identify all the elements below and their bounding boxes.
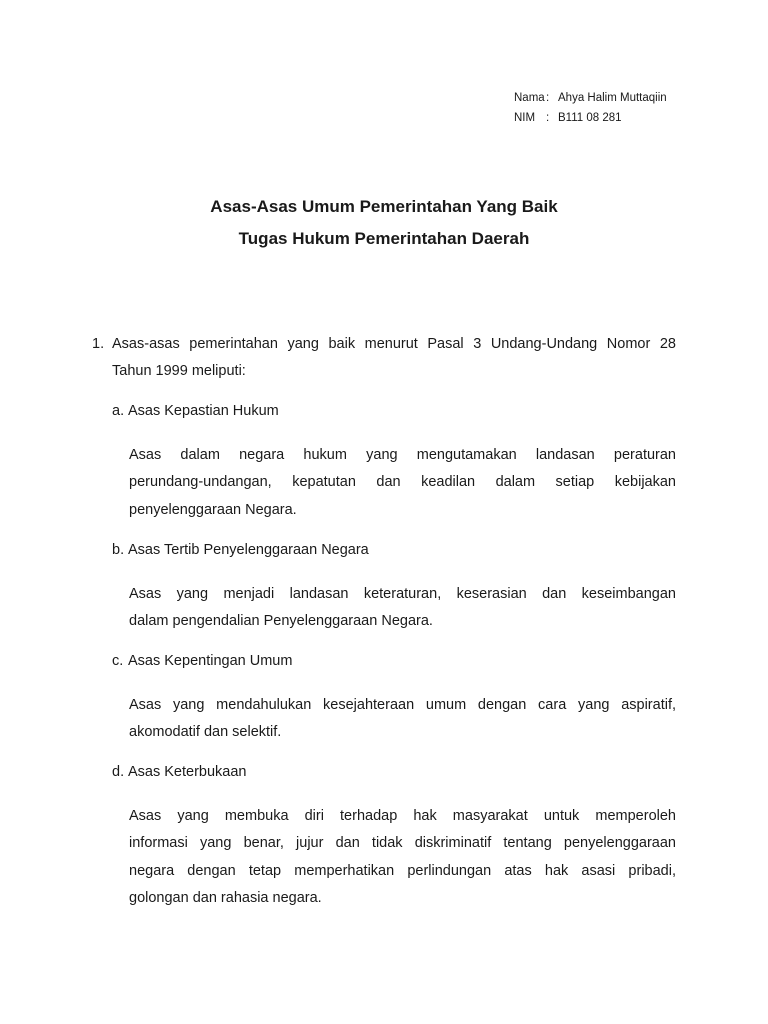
document-title: Asas-Asas Umum Pemerintahan Yang Baik (210, 197, 558, 216)
name-row (514, 92, 667, 104)
separator: : (546, 92, 550, 104)
document-subtitle: Tugas Hukum Pemerintahan Daerah (238, 229, 530, 248)
list-number: 1. (92, 336, 105, 352)
paragraph-line: Asas-asas pemerintahan yang baik menurut Pasal 3 Undang-Undang Nomor 28 (112, 336, 676, 352)
sub-list-letter: a. (112, 403, 125, 419)
name-value: Ahya Halim Muttaqiin (558, 92, 667, 104)
sub-heading: Asas Tertib Penyelenggaraan Negara (128, 542, 369, 558)
sub-list-letter: b. (112, 542, 125, 558)
paragraph-line: Asas yang mendahulukan kesejahteraan umum dengan cara yang aspiratif, (129, 697, 676, 713)
nim-row (514, 112, 622, 124)
sub-heading: Asas Kepastian Hukum (128, 403, 279, 419)
nim-value: B111 08 281 (558, 112, 622, 124)
paragraph-line: dalam pengendalian Penyelenggaraan Negara. (129, 613, 433, 630)
paragraph-line: penyelenggaraan Negara. (129, 501, 297, 518)
paragraph-line: golongan dan rahasia negara. (129, 889, 322, 906)
paragraph-line: Asas yang membuka diri terhadap hak masyarakat untuk memperoleh (129, 808, 676, 824)
paragraph-line: akomodatif dan selektif. (129, 724, 282, 741)
sub-heading: Asas Keterbukaan (128, 764, 247, 780)
paragraph-line: negara dengan tetap memperhatikan perlindungan atas hak asasi pribadi, (129, 862, 676, 879)
paragraph-line: Tahun 1999 meliputi: (112, 363, 246, 379)
sub-list-letter: d. (112, 764, 125, 780)
paragraph-line: informasi yang benar, jujur dan tidak diskriminatif tentang penyelenggaraan (129, 835, 676, 852)
paragraph-line: Asas yang menjadi landasan keteraturan, keserasian dan keseimbangan (129, 586, 676, 602)
paragraph-line: perundang-undangan, kepatutan dan keadilan dalam setiap kebijakan (129, 474, 676, 491)
name-label: Nama (514, 92, 545, 104)
paragraph-line: Asas dalam negara hukum yang mengutamakan landasan peraturan (129, 447, 676, 463)
sub-list-letter: c. (112, 653, 124, 669)
separator: : (546, 112, 550, 124)
nim-label: NIM (514, 112, 536, 124)
sub-heading: Asas Kepentingan Umum (128, 653, 293, 669)
